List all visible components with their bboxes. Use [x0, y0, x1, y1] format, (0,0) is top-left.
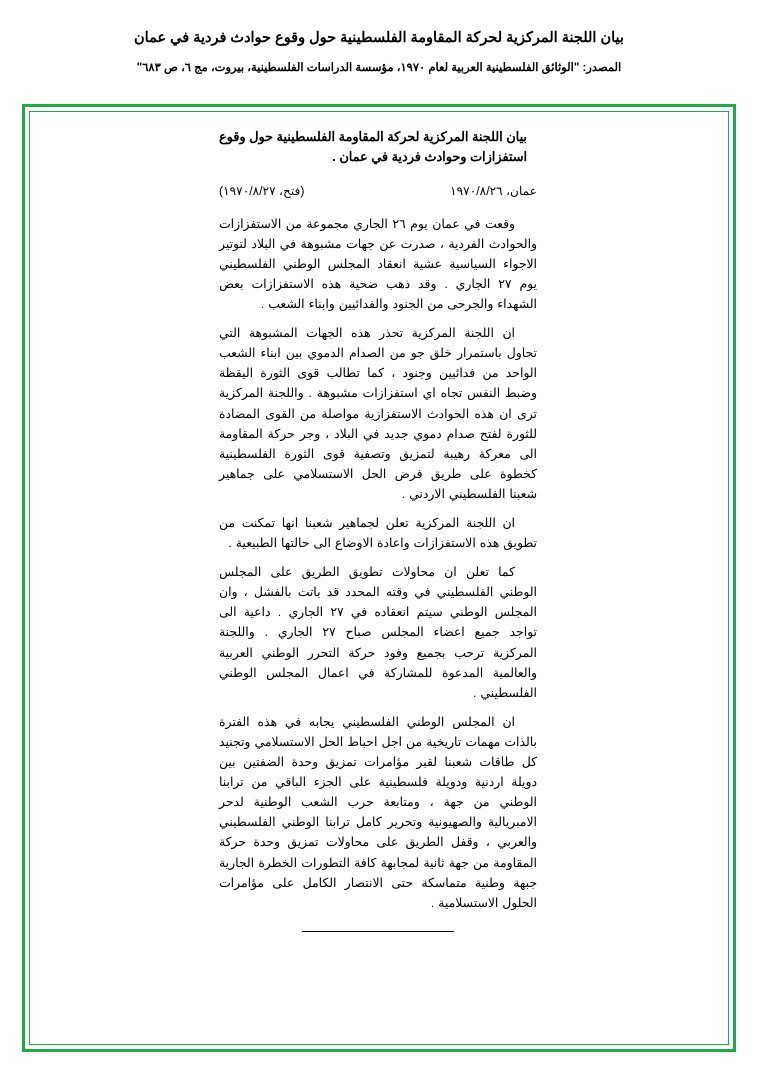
document-heading: بيان اللجنة المركزية لحركة المقاومة الفلسطينية حول وقوع استفزازات وحوادث فردية في عمان .	[219, 129, 527, 165]
page-title: بيان اللجنة المركزية لحركة المقاومة الفلسطينية حول وقوع حوادث فردية في عمان	[134, 30, 624, 46]
paragraph: كما تعلن ان محاولات تطويق الطريق على المجلس الوطني الفلسطيني في وقته المحدد قد باتت بالفشل ، وان المجلس الوطني سيتم انعقاده في ٢٧ الجاري . داعية الى تواجد جميع اعضاء المجلس صباح ٢٧ الجاري . واللجنة المركزية ترحب بجميع وفود حركة التحرر الوطني العربية والعالمية المدعوة للمشاركة في اعمال المجلس الوطني الفلسطيني .	[219, 565, 537, 700]
source-citation: المصدر: "الوثائق الفلسطينية العربية لعام ١٩٧٠، مؤسسة الدراسات الفلسطينية، بيروت، مج ٦، ص ٦٨٣"	[136, 62, 622, 75]
dateline-place-date: عمان، ١٩٧٠/٨/٢٦	[450, 183, 537, 198]
paragraph: ان اللجنة المركزية تعلن لجماهير شعبنا انها تمكنت من تطويق هذه الاستفزازات واعادة الاوضاع الى حالتها الطبيعية .	[219, 516, 537, 551]
dateline	[219, 182, 537, 202]
paragraph: ان المجلس الوطني الفلسطيني يجابه في هذه الفترة بالذات مهمات تاريخية من اجل احباط الحل الاستسلامي وتجنيد كل طاقات شعبنا لقبر مؤامرات تمزيق وحدة الضفتين بين دويلة اردنية ودويلة فلسطينية على الجزء الباقي من ترابنا الوطني من جهة ، ومتابعة حرب الشعب الوطنية لدحر الامبريالية والصهيونية وتحرير كامل ترابنا الوطني الفلسطيني والعربي ، وقفل الطريق على محاولات تمزيق وحدة حركة المقاومة من جهة ثانية لمجابهة كافة التطورات الخطرة الجارية جبهة وطنية متماسكة حتى الانتصار الكامل على مؤامرات الحلول الاستسلامية .	[219, 714, 537, 910]
paragraph: ان اللجنة المركزية تحذر هذه الجهات المشبوهة التي تحاول باستمرار خلق جو من الصدام الدموي بين ابناء الشعب الواحد من فدائيين وجنود ، كما تطالب قوى الثورة اليقظة وضبط النفس تجاه اي استفزازات مشبوهة . واللجنة المركزية ترى ان هذه الحوادث الاستفزازية مواصلة من القوى المضادة للثورة لفتح صدام دموي جديد في البلاد ، وجر حركة المقاومة الى معركة رهيبة لتمزيق وتصفية قوى الثورة الفلسطينية كخطوة على طريق فرض الحل الاستسلامي على جماهير شعبنا الفلسطيني الاردني .	[219, 326, 537, 501]
paragraph: وقعت في عمان يوم ٢٦ الجاري مجموعة من الاستفزازات والحوادث الفردية ، صدرت عن جهات مشبوهة في البلاد لتوتير الاجواء السياسية عشية انعقاد المجلس الوطني الفلسطيني يوم ٢٧ الجاري . وقد ذهب ضحية هذه الاستفزازات بعض الشهداء والجرحى من الجنود والفدائيين وابناء الشعب .	[219, 216, 538, 312]
document-header	[0, 0, 758, 74]
green-border-frame	[22, 104, 736, 1052]
dateline-source-ref: (فتح، ١٩٧٠/٨/٢٧)	[219, 183, 305, 198]
horizontal-divider	[302, 931, 454, 932]
document-body	[219, 127, 537, 932]
